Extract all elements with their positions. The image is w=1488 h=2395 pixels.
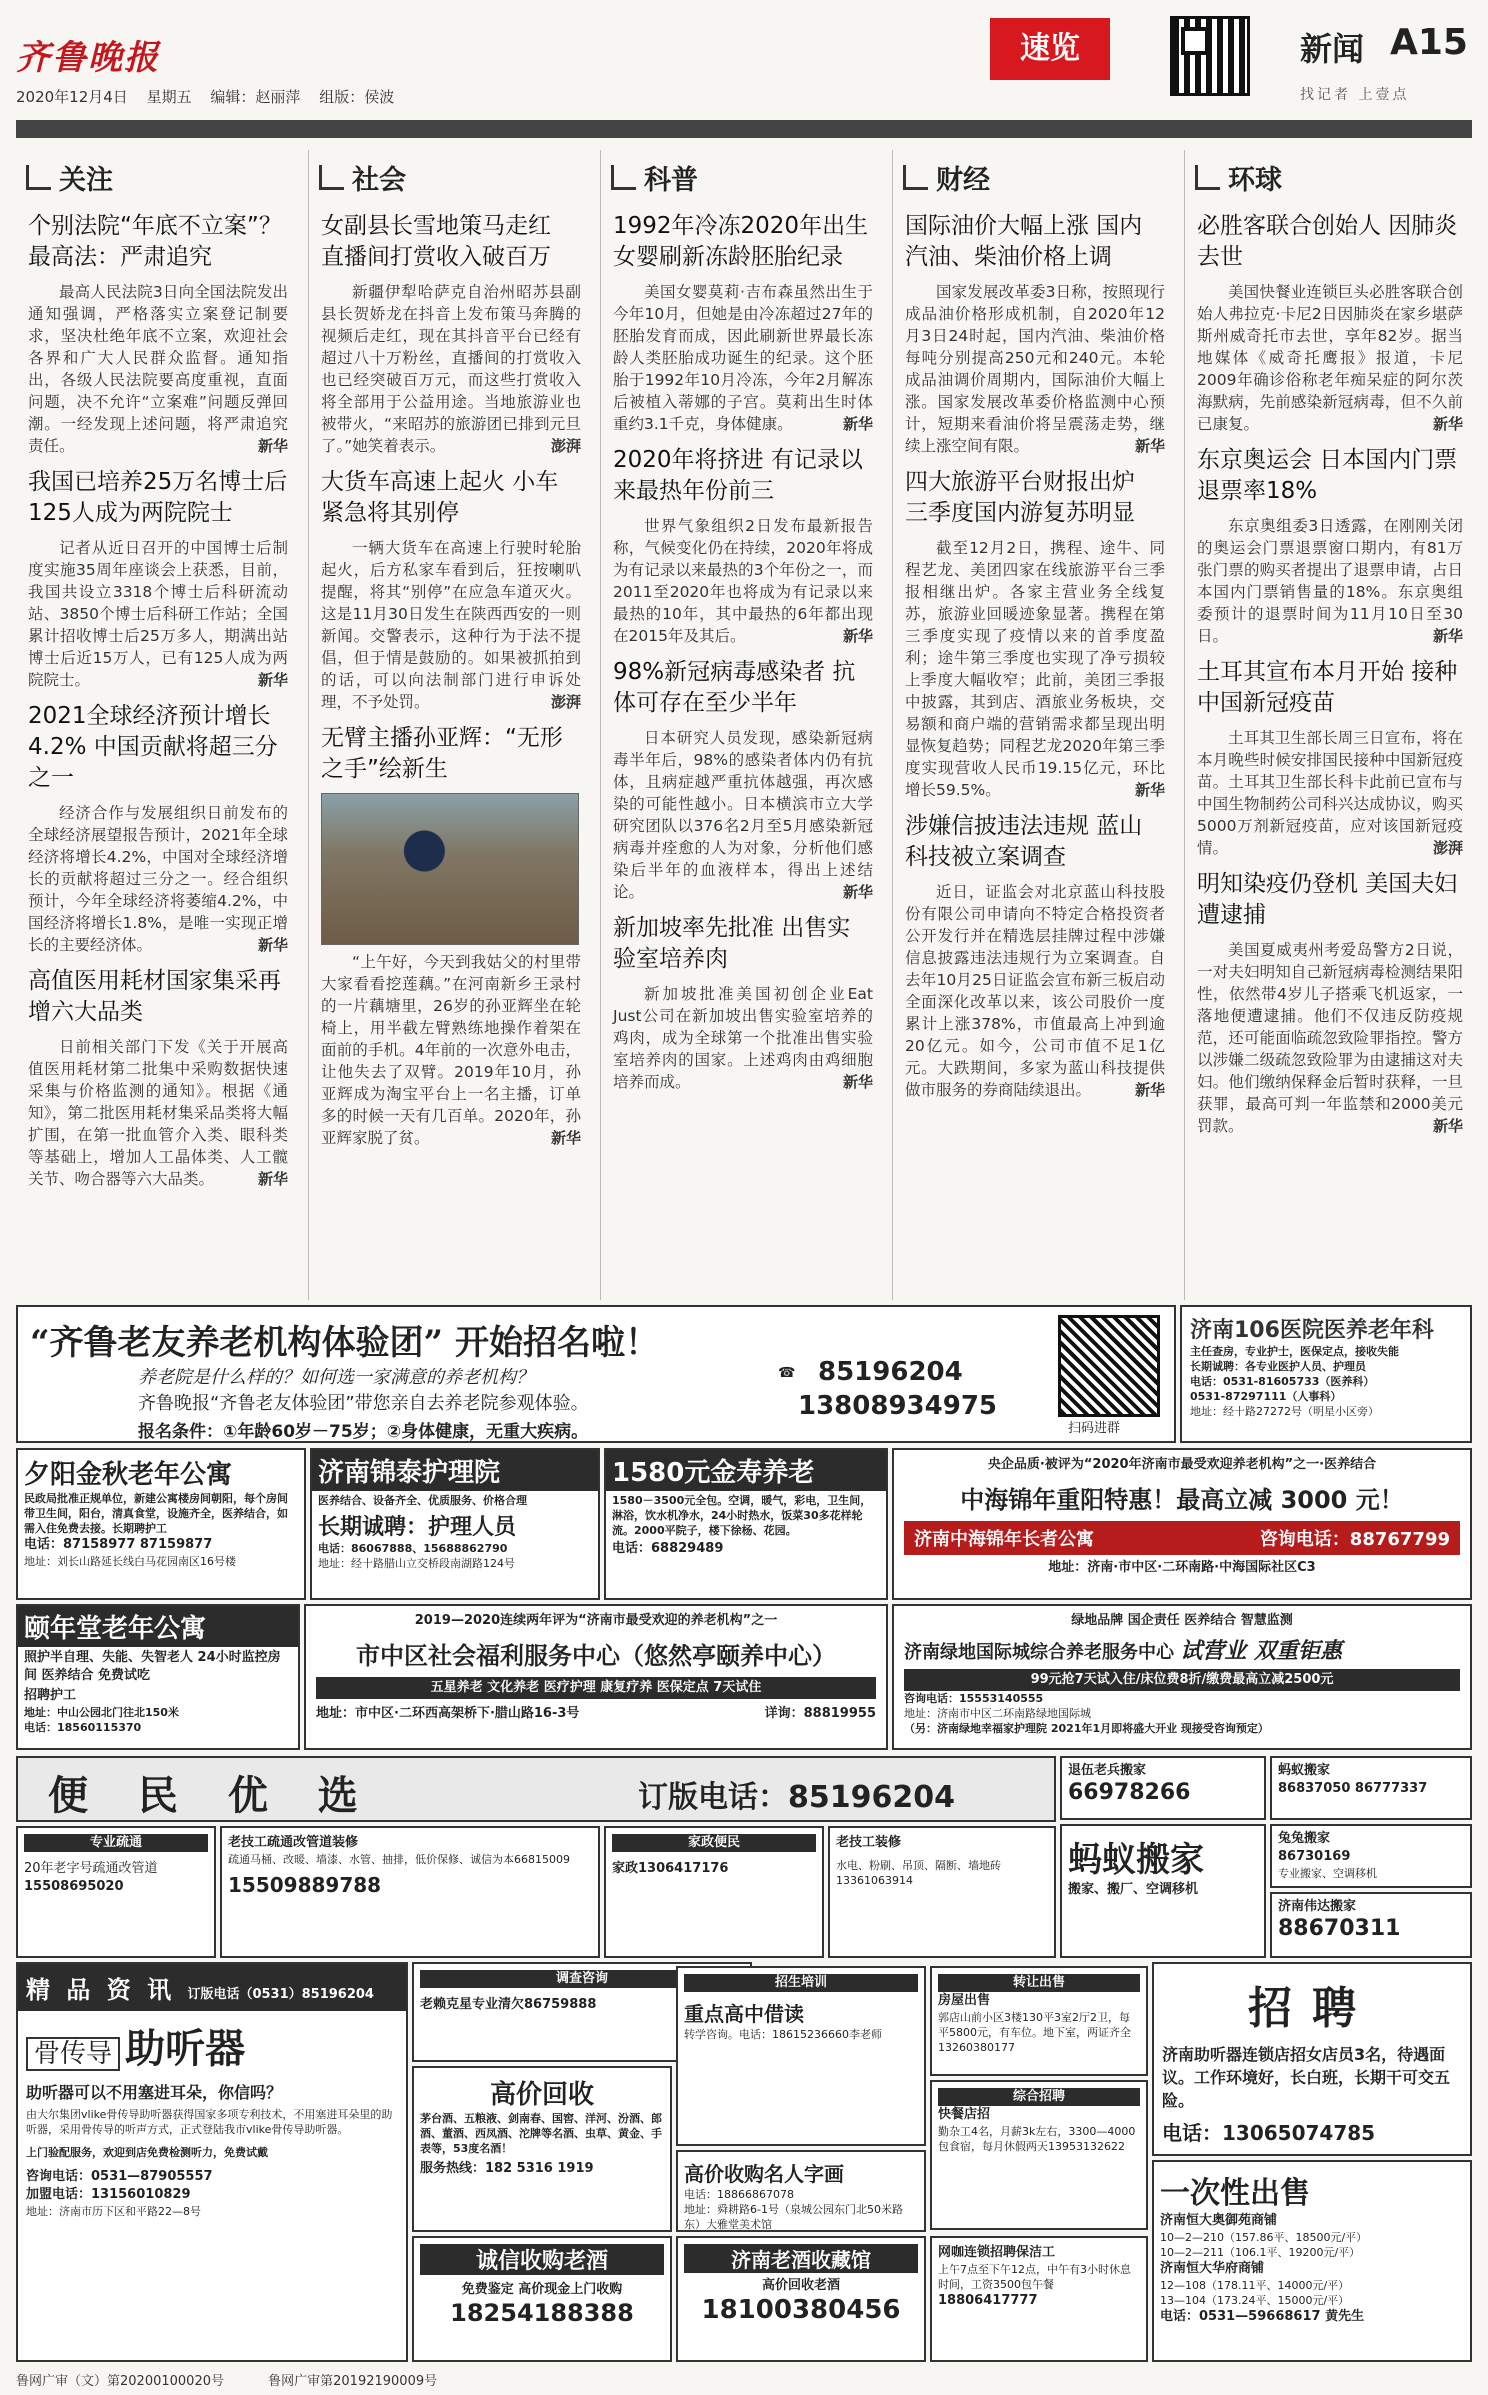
article-body: 世界气象组织2日发布最新报告称，气候变化仍在持续，2020年将成为有记录以来最热的3个年份之一，而2011至2020年也将成为有记录以来最热的10年，其中最热的6年都出现在2015年及其后。 新华 — [613, 517, 873, 645]
ad-text: 郭店山前小区3楼130平3室2厅2卫，每平5800元，有车位。地下室，两证齐全13260380177 — [938, 2011, 1131, 2054]
ad-title: “齐鲁老友养老机构体验团” 开始招名啦！ — [30, 1323, 659, 1363]
article-body: 美国快餐业连锁巨头必胜客联合创始人弗拉克·卡尼2日因肺炎在家乡堪萨斯州威奇托市去世，享年82岁。据当地媒体《威奇托鹰报》报道，卡尼2009年确诊俗称老年痴呆症的阿尔茨海默病，先前感染新冠病毒，但不久前已康复。 新华 — [1197, 283, 1463, 433]
ad-text: 2019—2020连续两年评为“济南市最受欢迎的养老机构”之一 — [414, 1613, 778, 1628]
ad-gaojia — [412, 2066, 672, 2232]
ad-title: 夕阳金秋老年公寓 — [24, 1460, 233, 1490]
ad-phone: 加盟电话：13156010829 — [26, 2187, 191, 2202]
ad-phone: 电话：86067888、15688862790 — [318, 1542, 508, 1555]
ad-mingren — [676, 2150, 926, 2232]
ad-text: 由大尔集团vlike骨传导助听器获得国家多项专利技术，不用塞进耳朵里的助听器，采用骨传导的听声方式，正式登陆我市vlike骨传导助听器。 — [26, 2108, 393, 2136]
article-body: 经济合作与发展组织日前发布的全球经济展望报告预计，2021年全球经济将增长4.2%，中国对全球经济增长的贡献将超过三分之一。经合组织预计，今年全球经济将萎缩4.2%，中国经济将增长1.8%，是唯一实现正增长的主要经济体。 新华 — [28, 804, 288, 954]
ad-mayi-big — [1060, 1824, 1266, 1958]
ad-title: 家政便民 — [612, 1834, 816, 1852]
article — [309, 211, 591, 467]
ad-title: 老技工装修 — [836, 1835, 902, 1850]
ad-phone: 88670311 — [1278, 1916, 1401, 1941]
ad-title: 济南老酒收藏馆 — [684, 2244, 918, 2273]
arrow-icon — [903, 165, 928, 190]
ad-text: 地址：舜耕路6-1号（泉城公园东门北50米路东）大雅堂美术馆 — [684, 2203, 903, 2231]
ad-phone: 86837050 86777337 — [1278, 1781, 1428, 1796]
ad-text: 1580－3500元全包。空调，暖气，彩电，卫生间，淋浴，饮水机净水，24小时热水，饭菜30多花样轮流。2000平院子，楼下徐杨、花园。 — [612, 1494, 872, 1537]
ad-phone: 服务热线：182 5316 1919 — [420, 2161, 594, 2176]
article — [601, 211, 883, 445]
ad-phone: 18100380456 — [701, 2295, 901, 2325]
ad-zhaopin — [1152, 1962, 1472, 2156]
article — [601, 445, 883, 657]
phone-icon: ☎ — [778, 1365, 796, 1381]
article-headline: 明知染疫仍登机 美国夫妇遭逮捕 — [1197, 871, 1458, 928]
ad-fangwu — [930, 1966, 1148, 2076]
ad-title: 济南106医院医养老年科 — [1190, 1318, 1434, 1343]
ad-title: 高价回收 — [489, 2080, 594, 2110]
ad-title: 老技工疏通改管道装修 — [228, 1835, 359, 1850]
ad-text: 99元抢7天试入住/床位费8折/缴费最高立减2500元 — [904, 1669, 1460, 1691]
ad-text: 地址：济南·市中区·二环南路·中海国际社区C3 — [1048, 1560, 1316, 1575]
ad-title: 济南锦泰护理院 — [312, 1450, 598, 1491]
ad-phone: 电话：18866867078 — [684, 2188, 794, 2201]
ad-text: 搬家、搬厂、空调移机 — [1068, 1882, 1199, 1897]
ad-text: 报名条件：①年龄60岁－75岁；②身体健康，无重大疾病。 — [138, 1422, 589, 1442]
news-section — [16, 150, 1472, 1300]
ad-phone: 13808934975 — [798, 1391, 997, 1421]
article-headline: 四大旅游平台财报出炉 三季度国内游复苏明显 — [905, 469, 1135, 526]
arrow-icon — [26, 165, 51, 190]
article-headline: 土耳其宣布本月开始 接种中国新冠疫苗 — [1197, 659, 1458, 716]
article-body: 新疆伊犁哈萨克自治州昭苏县副县长贺娇龙在抖音上发布策马奔腾的视频后走红，现在其抖音平台已经有超过八十万粉丝，直播间的打赏收入也已经突破百万元，而这些打赏收入将全部用于公益用途。当地旅游业也被带火，“来昭苏的旅游团已排到元旦了。”她笑着表示。 澎湃 — [321, 283, 581, 455]
ad-tuiwu — [1060, 1756, 1266, 1820]
ad-text: 照护半自理、失能、失智老人 24小时监控房间 医养结合 免费试吃 — [24, 1650, 281, 1683]
article — [309, 467, 591, 723]
ad-text: 快餐店招 — [938, 2107, 991, 2122]
ad-title: 诚信收购老酒 — [420, 2244, 664, 2275]
article-headline: 1992年冷冻2020年出生 女婴刷新冻龄胚胎纪录 — [613, 213, 869, 270]
ad-phone: 电话：68829489 — [612, 1541, 724, 1556]
ad-laojiu — [676, 2236, 926, 2362]
ad-text: 20年老字号疏通改管道 — [24, 1861, 158, 1876]
article-headline: 我国已培养25万名博士后 125人成为两院院士 — [28, 469, 288, 526]
column-heading: 社会 — [319, 158, 591, 197]
ad-bianmin-header — [16, 1756, 1056, 1822]
ad-text: 绿地品牌 国企责任 医养结合 智慧监测 — [1071, 1613, 1293, 1628]
ad-text: 民政局批准正规单位，新建公寓楼房间朝阳，每个房间带卫生间，阳台，清真食堂，设施齐全，医养结合，如需入住免费去接。长期聘护工 — [24, 1492, 288, 1535]
article-headline: 大货车高速上起火 小车紧急将其别停 — [321, 469, 559, 526]
ad-text: 养老院是什么样的？如何选一家满意的养老机构？ — [138, 1367, 534, 1388]
article-body: 近日，证监会对北京蓝山科技股份有限公司申请向不特定合格投资者公开发行并在精选层挂牌过程中涉嫌信息披露违法违规行为立案调查。自去年10月25日证监会宣布新三板启动全面深化改革以来，该公司股价一度累计上涨378%，市值最高上冲到逾20亿元。如今，公司市值不足1亿元。大跌期间，多家为蓝山科技提供做市服务的券商陆续退出。 新华 — [905, 883, 1165, 1099]
ad-text: 齐鲁晚报“齐鲁老友体验团”带您亲自去养老院参观体验。 — [138, 1393, 589, 1414]
article — [893, 811, 1175, 1111]
ad-tutu — [1270, 1824, 1472, 1888]
article — [1185, 445, 1473, 657]
article-body: 新加坡批准美国初创企业Eat Just公司在新加坡出售实验室培养的鸡肉，成为全球第一个批准出售实验室培养肉的国家。上述鸡肉由鸡细胞培养而成。 新华 — [613, 985, 873, 1091]
qr-code-icon — [1058, 1315, 1160, 1417]
article-body: 截至12月2日，携程、途牛、同程艺龙、美团四家在线旅游平台三季报相继出炉。各家主营业务全线复苏，旅游业回暖迹象显著。携程在第三季度实现了疫情以来的首季度盈利；途牛第三季度也实现了净亏损较上季度大幅收窄；此前，美团三季报中披露，其到店、酒旅业务板块，交易额和商户端的营销需求都呈现出明显恢复趋势；同程艺龙2020年第三季度实现营收人民币19.15亿元，环比增长59.5%。 新华 — [905, 539, 1165, 799]
article — [1185, 211, 1473, 445]
ad-chushou — [1152, 2160, 1472, 2362]
section-name: 新闻 — [1300, 30, 1365, 68]
ad-phone: 咨询电话：0531—87905557 — [26, 2169, 213, 2184]
ad-text: 茅台酒、五粮液、剑南春、国窖、洋河、汾酒、郎酒、董酒、西凤酒、沱牌等名酒、虫草、黄金、手表等，53度名酒！ — [420, 2112, 662, 2155]
ad-title: 中海锦年重阳特惠！最高立减 3000 元！ — [960, 1486, 1404, 1514]
column-heading: 科普 — [611, 158, 883, 197]
column-heading: 关注 — [26, 158, 298, 197]
arrow-icon — [319, 165, 344, 190]
ad-title: 蚂蚁搬家 — [1278, 1763, 1331, 1778]
column-shehui — [308, 150, 591, 1300]
ad-text: 地址：市中区·二环西高架桥下·腊山路16-3号 详询：88819955 — [316, 1706, 876, 1721]
ad-lvdi — [892, 1604, 1472, 1750]
ad-zhuanye — [16, 1826, 216, 1958]
ad-text: 招聘护工 — [24, 1688, 77, 1703]
ad-jinshou — [604, 1448, 888, 1600]
reporter-slogan: 找记者 上壹点 — [1300, 87, 1410, 103]
article-headline: 高值医用耗材国家集采再增六大品类 — [28, 968, 281, 1025]
article-body: 日前相关部门下发《关于开展高值医用耗材第二批集中采购数据快速采集与价格监测的通知》。根据《通知》，第二批医用耗材集采品类将大幅扩围，在第一批血管介入类、眼科类等基础上，增加人工晶体类、人工髋关节、吻合器等六大品类。 新华 — [28, 1038, 288, 1188]
ad-tour — [16, 1305, 1176, 1443]
ad-banner: 精 品 资 讯 订版电话（0531）85196204 — [18, 1964, 406, 2011]
qr-code-icon — [1170, 16, 1250, 96]
ad-text: 济南助听器连锁店招女店员3名，待遇面议。工作环境好，长白班，长期干可交五险。 — [1162, 2045, 1451, 2110]
ad-phone: 电话：0531—59668617 黄先生 — [1160, 2309, 1365, 2324]
ad-text: 地址：经十路27272号（明星小区旁） — [1190, 1405, 1379, 1418]
article-headline: 98%新冠病毒感染者 抗体可存在至少半年 — [613, 659, 856, 716]
article — [1185, 657, 1473, 869]
ad-text: 地址：中山公园北门往北150米 — [24, 1706, 179, 1719]
ad-text: 10—2—210（157.86平、18500元/平） — [1160, 2231, 1368, 2244]
ad-laojigong — [220, 1826, 600, 1958]
ad-weida — [1270, 1892, 1472, 1958]
article-body: 国家发展改革委3日称，按照现行成品油价格形成机制，自2020年12月3日24时起，国内汽油、柴油价格每吨分别提高250元和240元。本轮成品油调价周期内，国际油价大幅上涨。国家发展改革委价格监测中心预计，短期来看油价将呈震荡走势，继续上涨空间有限。 新华 — [905, 283, 1165, 455]
article — [16, 467, 298, 701]
article-headline: 东京奥运会 日本国内门票退票率18% — [1197, 447, 1458, 504]
ad-phone: 咨询电话：15553140555 — [904, 1692, 1044, 1705]
ad-title: 市中区社会福利服务中心（悠然亭颐养中心） — [356, 1642, 836, 1670]
ad-tingli — [16, 1962, 408, 2362]
article — [16, 211, 298, 467]
ad-text: 重点高中借读 — [684, 2002, 804, 2026]
ad-text: 电话：0531-81605733（医养科） — [1190, 1375, 1375, 1388]
ad-title: 1580元金寿养老 — [606, 1450, 886, 1491]
article — [1185, 869, 1473, 1147]
ad-shizhong — [304, 1604, 888, 1750]
ad-text: 长期诚聘：各专业医护人员、护理员 — [1190, 1360, 1366, 1373]
ad-text: 主任查房，专业护士，医保定点，接收失能 — [1190, 1345, 1399, 1358]
ad-title: 调查咨询 — [420, 1970, 744, 1988]
masthead-rule — [16, 120, 1472, 138]
article-body: 一辆大货车在高速上行驶时轮胎起火，后方私家车看到后，狂按喇叭提醒，将其“别停”在应急车道灭火。这是11月30日发生在陕西西安的一则新闻。交警表示，这种行为于法不提倡，但于情是鼓励的。如果被抓拍到的话，可以向法制部门进行申诉处理，不予处罚。 澎湃 — [321, 539, 581, 711]
article-body: 日本研究人员发现，感染新冠病毒半年后，98%的感染者体内仍有抗体，且病症越严重抗体越强，再次感染的可能性越小。日本横滨市立大学研究团队以376名2月至5月感染新冠病毒并痊愈的人为对象，分析他们感染后半年的血液样本，得出上述结论。 新华 — [613, 729, 873, 901]
ad-text: 高价回收老酒 — [761, 2278, 840, 2293]
article-body: 东京奥组委3日透露，在刚刚关闭的奥运会门票退票窗口期内，有81万张门票的购买者提出了退票申请，占日本国内门票销售量的18%。东京奥组委预计的退票时间为11月10日至30日。 新华 — [1197, 517, 1463, 645]
ad-title: 退伍老兵搬家 — [1068, 1763, 1147, 1778]
ad-text: 房屋出售 — [938, 1993, 991, 2008]
ad-text: 0531-87297111（人事科） — [1190, 1390, 1342, 1403]
ad-body — [18, 2011, 406, 2225]
article — [309, 723, 591, 1159]
ad-text: 地址：济南市历下区和平路22—8号 — [26, 2205, 201, 2218]
article — [16, 701, 298, 966]
ad-text: 专业搬家、空调移机 — [1278, 1867, 1377, 1880]
designer: 组版：侯波 — [319, 88, 395, 106]
article-headline: 2021全球经济预计增长4.2% 中国贡献将超三分之一 — [28, 703, 278, 791]
ad-phone: 电话：87158977 87159877 — [24, 1537, 213, 1552]
ad-jintai — [310, 1448, 600, 1600]
arrow-icon — [1195, 165, 1220, 190]
ad-title: 骨传导 助听器 — [26, 2017, 398, 2074]
ad-text: 13—104（173.24平、15000元/平） — [1160, 2294, 1350, 2307]
article-headline: 2020年将挤进 有记录以来最热年份前三 — [613, 447, 863, 504]
ad-text: 疏通马桶、改暖、墙漆、水管、抽排，低价保修、诚信为本66815009 — [228, 1853, 570, 1866]
article-body: 美国夏威夷州考爱岛警方2日说，一对夫妇明知自己新冠病毒检测结果阳性，依然带4岁儿子搭乘飞机返家，一落地便遭逮捕。他们不仅违反防疫规范，还可能面临疏忽致险罪指控。警方以涉嫌二级疏忽致险罪为由逮捕这对夫妇。他们缴纳保释金后暂时获释，一旦获罪，最高可判一年监禁和2000美元罚款。 新华 — [1197, 941, 1463, 1135]
ad-text: 地址：经十路腊山立交桥段南湖路124号 — [318, 1557, 515, 1570]
issue-date: 2020年12月4日 — [16, 88, 128, 106]
article — [893, 211, 1175, 467]
article-headline: 国际油价大幅上涨 国内汽油、柴油价格上调 — [905, 213, 1143, 270]
ad-title: 综合招聘 — [938, 2088, 1140, 2106]
ad-chengxin — [412, 2236, 672, 2362]
column-huanqiu — [1184, 150, 1473, 1300]
article-headline: 涉嫌信披违法违规 蓝山科技被立案调查 — [905, 813, 1143, 870]
column-guanzhu — [16, 150, 298, 1300]
ad-text: 扫码进群 — [1068, 1421, 1121, 1436]
ad-mayi-small — [1270, 1756, 1472, 1820]
ad-phone: 订版电话：85196204 — [638, 1780, 955, 1815]
article-body: “上午好，今天到我姑父的村里带大家看看挖莲藕。”在河南新乡王录村的一片藕塘里，26岁的孙亚辉坐在轮椅上，用半截左臂熟练地操作着架在面前的手机。4年前的一次意外电击，让他失去了双臂。2019年10月，孙亚辉成为淘宝平台上一名主播，订单多的时候一天有几百单。2020年，孙亚辉家脱了贫。 新华 — [321, 953, 581, 1147]
ad-text: 免费鉴定 高价现金上门收购 — [461, 2282, 623, 2297]
ad-phone: 18806417777 — [938, 2293, 1038, 2308]
ad-title: 颐年堂老年公寓 — [18, 1606, 298, 1647]
ad-title: 招聘 — [1248, 1983, 1376, 2034]
footer — [16, 2370, 1472, 2389]
ad-text: 央企品质·被评为“2020年济南市最受欢迎养老机构”之一·医养结合 — [987, 1457, 1377, 1472]
ad-text: 10—2—211（106.1平、19200元/平） — [1160, 2246, 1361, 2259]
ad-text: 家政1306417176 — [612, 1861, 729, 1876]
article-headline: 个别法院“年底不立案”？最高法：严肃追究 — [28, 213, 282, 270]
column-heading: 环球 — [1195, 158, 1473, 197]
ad-phone: 85196204 — [818, 1357, 963, 1387]
ad-phone: 66978266 — [1068, 1780, 1191, 1805]
ad-title: 一次性出售 — [1160, 2176, 1310, 2211]
ad-title: 转让出售 — [938, 1974, 1140, 1992]
ad-jiazheng — [604, 1826, 824, 1958]
ad-phone: 86730169 — [1278, 1849, 1351, 1864]
ad-text: 助听器可以不用塞进耳朵，你信吗？ — [26, 2083, 283, 2102]
column-caijing — [892, 150, 1175, 1300]
arrow-icon — [611, 165, 636, 190]
article-body: 最高人民法院3日向全国法院发出通知强调，严格落实立案登记制要求，坚决杜绝年底不立案，欢迎社会各界和广大人民群众监督。通知指出，各级人民法院要高度重视，直面问题，决不允许“立案难”问题反弹回潮。一经发现上述问题，将严肃追究责任。 新华 — [28, 283, 288, 455]
ad-title: 招生培训 — [684, 1974, 918, 1992]
ad-xiyang — [16, 1448, 306, 1600]
ad-yiniantang — [16, 1604, 300, 1750]
ad-title: 济南绿地国际城综合养老服务中心 试营业 双重钜惠 — [904, 1639, 1342, 1664]
article-headline: 必胜客联合创始人 因肺炎去世 — [1197, 213, 1458, 270]
footer-note: 鲁网广审第20192190009号 — [268, 2374, 438, 2389]
ad-text: 水电、粉刷、吊顶、隔断、墙地砖13361063914 — [836, 1859, 1001, 1887]
ad-title: 便 民 优 选 — [48, 1773, 376, 1819]
article-body: 记者从近日召开的中国博士后制度实施35周年座谈会上获悉，目前，我国共设立3318个博士后科研流动站、3850个博士后科研工作站；全国累计招收博士后25万多人，期满出站博士后近15万人，已有125人成为两院院士。 新华 — [28, 539, 288, 689]
ad-text: 五星养老 文化养老 医疗护理 康复疗养 医保定点 7天试住 — [316, 1677, 876, 1699]
ad-text: （另：济南绿地幸福家护理院 2021年1月即将盛大开业 现接受咨询预定） — [904, 1722, 1269, 1735]
article — [601, 657, 883, 913]
ad-wangka — [930, 2236, 1148, 2362]
ad-phone: 15509889788 — [228, 1873, 382, 1897]
ad-text: 地址：刘长山路延长线白马花园南区16号楼 — [24, 1555, 236, 1568]
ad-text: 上门验配服务，欢迎到店免费检测听力，免费试戴 — [26, 2146, 268, 2159]
article-headline: 新加坡率先批准 出售实验室培养肉 — [613, 915, 851, 972]
ad-text: 上午7点至下午12点，中午有3小时休息时间，工资3500包午餐 — [938, 2263, 1131, 2291]
ad-phone: 15508695020 — [24, 1879, 124, 1894]
page-number: A15 — [1390, 22, 1468, 63]
article-body: 土耳其卫生部长周三日宣布，将在本月晚些时候安排国民接种中国新冠疫苗。土耳其卫生部长科卡此前已宣布与中国生物制药公司科兴达成协议，购买5000万剂新冠疫苗，应对该国新冠疫情。 澎湃 — [1197, 729, 1463, 857]
masthead — [0, 0, 1488, 150]
ad-phone: 18254188388 — [450, 2299, 634, 2327]
article-headline: 无臂主播孙亚辉：“无形之手”绘新生 — [321, 725, 563, 782]
ad-zhonghai — [892, 1448, 1472, 1600]
ad-title: 济南伟达搬家 — [1278, 1899, 1357, 1914]
ad-phone: 电话：18560115370 — [24, 1721, 142, 1734]
news-photo — [321, 793, 579, 945]
ad-zhuangxiu — [828, 1826, 1056, 1958]
article — [16, 966, 298, 1200]
ad-hospital-106 — [1180, 1305, 1472, 1443]
ad-bar: 济南中海锦年长者公寓 咨询电话：88767799 — [904, 1521, 1460, 1555]
ad-title: 专业疏通 — [24, 1834, 208, 1852]
ad-zhaosheng — [676, 1966, 926, 2146]
column-heading: 财经 — [903, 158, 1175, 197]
ad-title: 蚂蚁搬家 — [1068, 1840, 1204, 1880]
ad-text: 济南恒大奥御苑商铺 — [1160, 2213, 1278, 2228]
article-body: 美国女婴莫莉·吉布森虽然出生于今年10月，但她是由冷冻超过27年的胚胎发育而成，因此刷新世界最长冻龄人类胚胎成功诞生的纪录。这个胚胎于1992年10月冷冻，今年2月解冻后被植入蒂娜的子宫。莫莉出生时体重约3.1千克，身体健康。 新华 — [613, 283, 873, 433]
ad-text: 地址：济南市中区二环南路绿地国际城 — [904, 1707, 1091, 1720]
ad-text: 12—108（178.11平、14000元/平） — [1160, 2279, 1350, 2292]
issue-weekday: 星期五 — [146, 88, 192, 106]
footer-note: 鲁网广审（文）第20200100020号 — [16, 2374, 224, 2389]
ad-text: 老赖克星专业清欠86759888 — [420, 1997, 597, 2012]
ad-text: 转学咨询。电话：18615236660李老师 — [684, 2028, 882, 2041]
editor: 编辑：赵丽萍 — [210, 88, 301, 106]
newspaper-logo: 齐鲁晚报 — [16, 38, 160, 78]
ad-kuaican — [930, 2080, 1148, 2230]
ad-text: 勤杂工4名，月薪3k左右，3300—4000包食宿，每月休假两天13953132622 — [938, 2125, 1136, 2153]
column-kepu — [600, 150, 883, 1300]
ad-text: 长期诚聘：护理人员 — [318, 1515, 517, 1540]
ad-text: 济南恒大华府商铺 — [1160, 2261, 1265, 2276]
ad-phone: 电话：13065074785 — [1162, 2121, 1376, 2145]
article-headline: 女副县长雪地策马走红 直播间打赏收入破百万 — [321, 213, 551, 270]
article — [893, 467, 1175, 811]
ad-title: 高价收购名人字画 — [684, 2162, 844, 2186]
issue-meta — [16, 86, 408, 107]
ad-title: 网咖连锁招聘保洁工 — [938, 2245, 1056, 2260]
ad-text: 医养结合、设备齐全、优质服务、价格合理 — [318, 1494, 527, 1507]
ad-title: 兔兔搬家 — [1278, 1831, 1331, 1846]
section-badge: 速览 — [990, 18, 1110, 80]
article — [601, 913, 883, 1103]
